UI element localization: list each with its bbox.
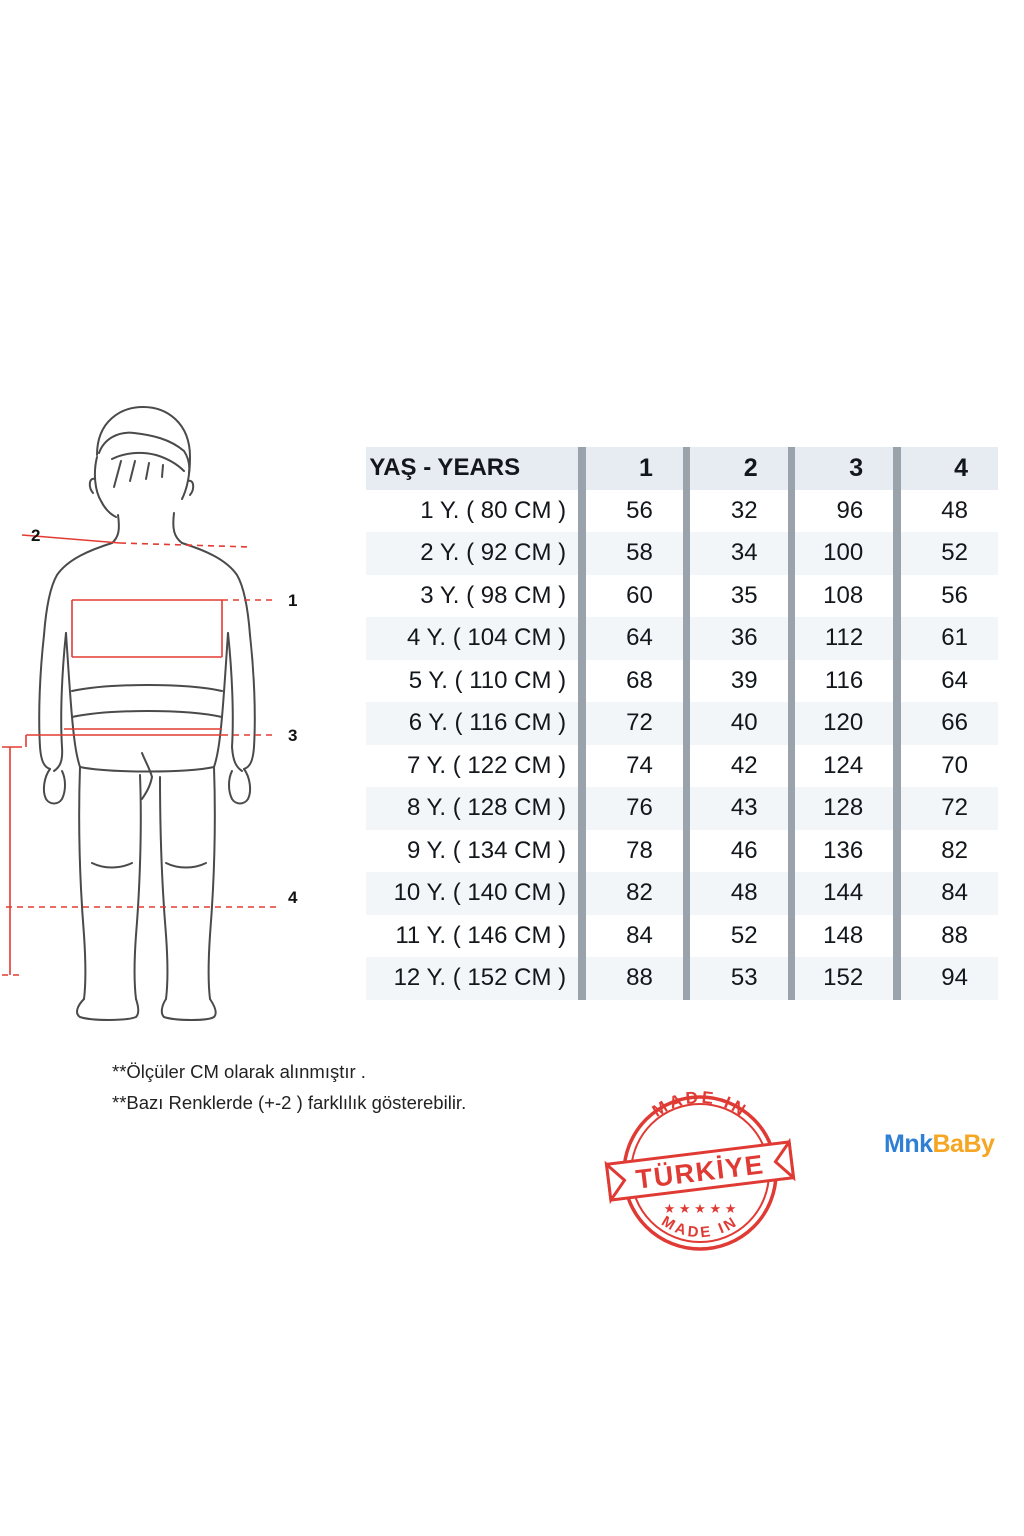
column-separator — [893, 787, 900, 830]
column-separator — [683, 617, 690, 660]
row-value-1: 84 — [586, 915, 683, 958]
brand-logo — [884, 1130, 994, 1159]
table-row — [366, 957, 998, 1000]
row-value-2: 48 — [690, 872, 787, 915]
column-separator — [893, 575, 900, 618]
row-value-2: 40 — [690, 702, 787, 745]
column-separator — [893, 745, 900, 788]
column-separator — [788, 957, 795, 1000]
column-separator — [788, 447, 795, 490]
column-separator — [788, 872, 795, 915]
stamp-stars — [664, 1201, 737, 1216]
row-value-2: 34 — [690, 532, 787, 575]
table-row — [366, 617, 998, 660]
row-value-1: 58 — [586, 532, 683, 575]
row-value-4: 56 — [901, 575, 998, 618]
row-value-1: 78 — [586, 830, 683, 873]
row-value-3: 108 — [795, 575, 893, 618]
row-label: 3 Y. ( 98 CM ) — [366, 575, 578, 618]
stamp-bottom-text: MADE IN — [658, 1212, 742, 1242]
table-row — [366, 532, 998, 575]
row-value-2: 42 — [690, 745, 787, 788]
row-value-1: 74 — [586, 745, 683, 788]
row-value-4: 88 — [901, 915, 998, 958]
figure-marker-2: 2 — [31, 526, 41, 545]
row-value-3: 124 — [795, 745, 893, 788]
row-value-2: 53 — [690, 957, 787, 1000]
row-label: 11 Y. ( 146 CM ) — [366, 915, 578, 958]
column-separator — [578, 660, 585, 703]
measurement-notes — [112, 1056, 466, 1119]
row-value-1: 64 — [586, 617, 683, 660]
row-label: 12 Y. ( 152 CM ) — [366, 957, 578, 1000]
column-separator — [788, 575, 795, 618]
column-separator — [578, 830, 585, 873]
row-value-1: 56 — [586, 490, 683, 533]
header-col-4: 4 — [954, 453, 968, 482]
row-value-1: 82 — [586, 872, 683, 915]
made-in-turkiye-stamp — [600, 1073, 800, 1273]
brand-text-part2: BaBy — [932, 1130, 995, 1158]
table-row — [366, 490, 998, 533]
table-row — [366, 872, 998, 915]
header-col-1: 1 — [638, 453, 653, 482]
table-row — [366, 787, 998, 830]
row-value-3: 152 — [795, 957, 893, 1000]
column-separator — [683, 660, 690, 703]
column-separator — [578, 872, 585, 915]
header-col-2: 2 — [743, 453, 758, 482]
column-separator — [683, 957, 690, 1000]
column-separator — [893, 957, 900, 1000]
row-label: 5 Y. ( 110 CM ) — [366, 660, 578, 703]
row-value-2: 36 — [690, 617, 787, 660]
column-separator — [683, 745, 690, 788]
row-value-4: 72 — [901, 787, 998, 830]
column-separator — [893, 915, 900, 958]
column-separator — [683, 532, 690, 575]
row-value-1: 76 — [586, 787, 683, 830]
column-separator — [788, 745, 795, 788]
row-value-2: 35 — [690, 575, 787, 618]
table-row — [366, 830, 998, 873]
header-label: YAŞ - YEARS — [369, 454, 521, 482]
column-separator — [683, 575, 690, 618]
row-value-2: 43 — [690, 787, 787, 830]
table-header-row — [366, 447, 998, 490]
stamp-top-text: MADE IN — [648, 1087, 752, 1121]
column-separator — [788, 787, 795, 830]
column-separator — [578, 915, 585, 958]
table-row — [366, 575, 998, 618]
column-separator — [578, 490, 585, 533]
row-value-3: 136 — [795, 830, 893, 873]
column-separator — [683, 830, 690, 873]
note-line-2: **Bazı Renklerde (+-2 ) farklılık gösterebilir. — [112, 1092, 467, 1114]
row-value-1: 88 — [586, 957, 683, 1000]
column-separator — [893, 660, 900, 703]
table-row — [366, 745, 998, 788]
column-separator — [578, 787, 585, 830]
size-chart-table — [366, 447, 998, 1000]
row-value-3: 112 — [795, 617, 893, 660]
column-separator — [683, 490, 690, 533]
column-separator — [893, 830, 900, 873]
column-separator — [788, 915, 795, 958]
row-value-4: 61 — [901, 617, 998, 660]
row-value-4: 66 — [901, 702, 998, 745]
row-value-2: 32 — [690, 490, 787, 533]
row-value-1: 68 — [586, 660, 683, 703]
column-separator — [788, 532, 795, 575]
column-separator — [788, 617, 795, 660]
row-value-4: 70 — [901, 745, 998, 788]
column-separator — [893, 617, 900, 660]
column-separator — [578, 745, 585, 788]
row-value-3: 148 — [795, 915, 893, 958]
row-label: 6 Y. ( 116 CM ) — [366, 702, 578, 745]
table-row — [366, 702, 998, 745]
column-separator — [578, 957, 585, 1000]
row-value-4: 52 — [901, 532, 998, 575]
figure-marker-3: 3 — [288, 726, 298, 745]
row-value-3: 100 — [795, 532, 893, 575]
column-separator — [788, 660, 795, 703]
row-value-2: 52 — [690, 915, 787, 958]
brand-text-part1: Mnk — [884, 1130, 933, 1158]
row-value-3: 116 — [795, 660, 893, 703]
column-separator — [893, 447, 900, 490]
column-separator — [683, 702, 690, 745]
row-value-1: 60 — [586, 575, 683, 618]
row-value-1: 72 — [586, 702, 683, 745]
table-row — [366, 915, 998, 958]
row-value-4: 94 — [901, 957, 998, 1000]
column-separator — [578, 532, 585, 575]
row-label: 1 Y. ( 80 CM ) — [366, 490, 578, 533]
row-value-3: 128 — [795, 787, 893, 830]
row-value-4: 48 — [901, 490, 998, 533]
column-separator — [788, 490, 795, 533]
header-col-3: 3 — [849, 453, 864, 482]
column-separator — [893, 872, 900, 915]
column-separator — [578, 702, 585, 745]
column-separator — [578, 617, 585, 660]
row-value-4: 64 — [901, 660, 998, 703]
column-separator — [683, 872, 690, 915]
row-value-4: 82 — [901, 830, 998, 873]
row-value-4: 84 — [901, 872, 998, 915]
column-separator — [578, 447, 585, 490]
row-value-2: 46 — [690, 830, 787, 873]
column-separator — [683, 787, 690, 830]
row-label: 7 Y. ( 122 CM ) — [366, 745, 578, 788]
column-separator — [683, 447, 690, 490]
column-separator — [788, 830, 795, 873]
column-separator — [893, 490, 900, 533]
row-value-3: 144 — [795, 872, 893, 915]
row-value-2: 39 — [690, 660, 787, 703]
row-value-3: 120 — [795, 702, 893, 745]
stamp-center-text: TÜRKİYE — [634, 1149, 766, 1195]
row-value-3: 96 — [795, 490, 893, 533]
column-separator — [578, 575, 585, 618]
figure-svg — [0, 395, 340, 1035]
stamp-svg — [600, 1073, 800, 1273]
table-row — [366, 660, 998, 703]
note-line-1: **Ölçüler CM olarak alınmıştır . — [112, 1061, 366, 1082]
row-label: 9 Y. ( 134 CM ) — [366, 830, 578, 873]
svg-text:★ ★ ★ ★ ★: ★ ★ ★ ★ ★ — [663, 1201, 737, 1216]
column-separator — [788, 702, 795, 745]
column-separator — [893, 702, 900, 745]
figure-marker-4: 4 — [288, 888, 298, 907]
row-label: 2 Y. ( 92 CM ) — [366, 532, 578, 575]
column-separator — [683, 915, 690, 958]
row-label: 4 Y. ( 104 CM ) — [366, 617, 578, 660]
body-measurement-figure — [0, 395, 340, 1035]
figure-marker-1: 1 — [288, 591, 298, 610]
row-label: 8 Y. ( 128 CM ) — [366, 787, 578, 830]
column-separator — [893, 532, 900, 575]
row-label: 10 Y. ( 140 CM ) — [366, 872, 578, 915]
